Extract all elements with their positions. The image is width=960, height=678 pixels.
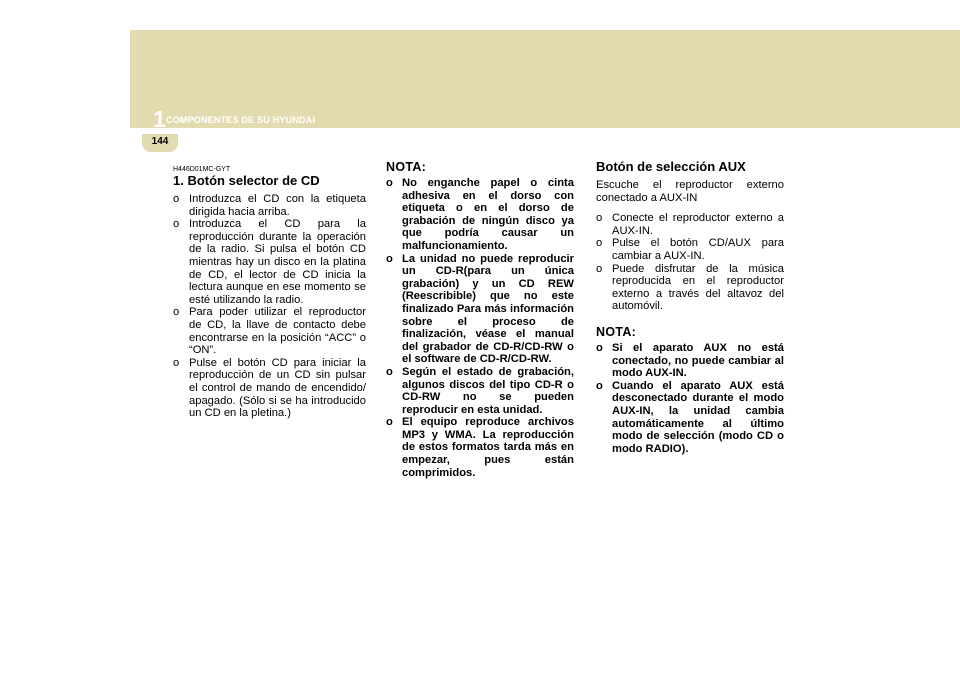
list-item: o No enganche papel o cinta adhesiva en el dorso con etiqueta o en el dorso de grabación de ningún disco ya que podría causar un malfuncionamiento. <box>386 177 574 252</box>
list-item: o Introduzca el CD para la reproducción durante la operación de la radio. Si pulsa el botón CD mientras hay un disco en la platina de CD, el lector de CD inicia la lectura aunque en ese momento se esté utilizando la radio. <box>173 218 366 306</box>
chapter-title: COMPONENTES DE SU HYUNDAI <box>166 115 316 125</box>
list-item: o Pulse el botón CD/AUX para cambiar a AUX-IN. <box>596 237 784 262</box>
list-item: o Cuando el aparato AUX está desconectado durante el modo AUX-IN, la unidad cambia automáticamente al último modo de selección (modo CD o modo RADIO). <box>596 379 784 455</box>
section-heading: 1. Botón selector de CD <box>173 173 320 188</box>
list-item: o Puede disfrutar de la música reproducida en el reproductor externo a través del altavoz del automóvil. <box>596 262 784 313</box>
list-item: o Si el aparato AUX no está conectado, no puede cambiar al modo AUX-IN. <box>596 341 784 380</box>
column-nota <box>386 160 574 479</box>
list-item: o Pulse el botón CD para iniciar la reproducción de un CD sin pulsar el control de mando de encendido/ apagado. (Sólo si se ha introducido un CD en la pletina.) <box>173 356 366 420</box>
aux-instructions-list <box>596 212 784 313</box>
column-cd-selector <box>173 160 366 420</box>
nota-title: NOTA: <box>596 324 637 339</box>
cd-instructions-list <box>173 193 366 420</box>
section-heading: Botón de selección AUX <box>596 159 746 174</box>
list-item: o La unidad no puede reproducir un CD-R(para un única grabación) y un CD REW (Reescribible) que no este finalizado Para más información sobre el proceso de finalización, véase el manual del grabador de CD-R/CD-RW o el software de CD-R/CD-RW. <box>386 252 574 366</box>
list-item: o Conecte el reproductor externo a AUX-IN. <box>596 212 784 237</box>
list-item: o El equipo reproduce archivos MP3 y WMA. La reproducción de estos formatos tarda más en empezar, pues están comprimidos. <box>386 416 574 479</box>
list-item: o Introduzca el CD con la etiqueta dirigida hacia arriba. <box>173 193 366 218</box>
intro-text: Escuche el reproductor externo conectado a AUX-IN <box>596 179 784 204</box>
spacer <box>596 313 784 325</box>
section-code: H446D01MC-GYT <box>173 166 231 173</box>
nota-list <box>386 177 574 479</box>
list-item: o Para poder utilizar el reproductor de CD, la llave de contacto debe encontrarse en la posición “ACC” o “ON”. <box>173 306 366 357</box>
chapter-number: 1 <box>153 106 166 132</box>
header-band <box>130 30 960 128</box>
nota-title: NOTA: <box>386 160 427 174</box>
list-item: o Según el estado de grabación, algunos discos del tipo CD-R o CD-RW no se pueden reproducir en esta unidad. <box>386 365 574 416</box>
column-aux-selector <box>596 160 784 455</box>
page-number: 144 <box>151 136 169 147</box>
nota-list <box>596 342 784 455</box>
